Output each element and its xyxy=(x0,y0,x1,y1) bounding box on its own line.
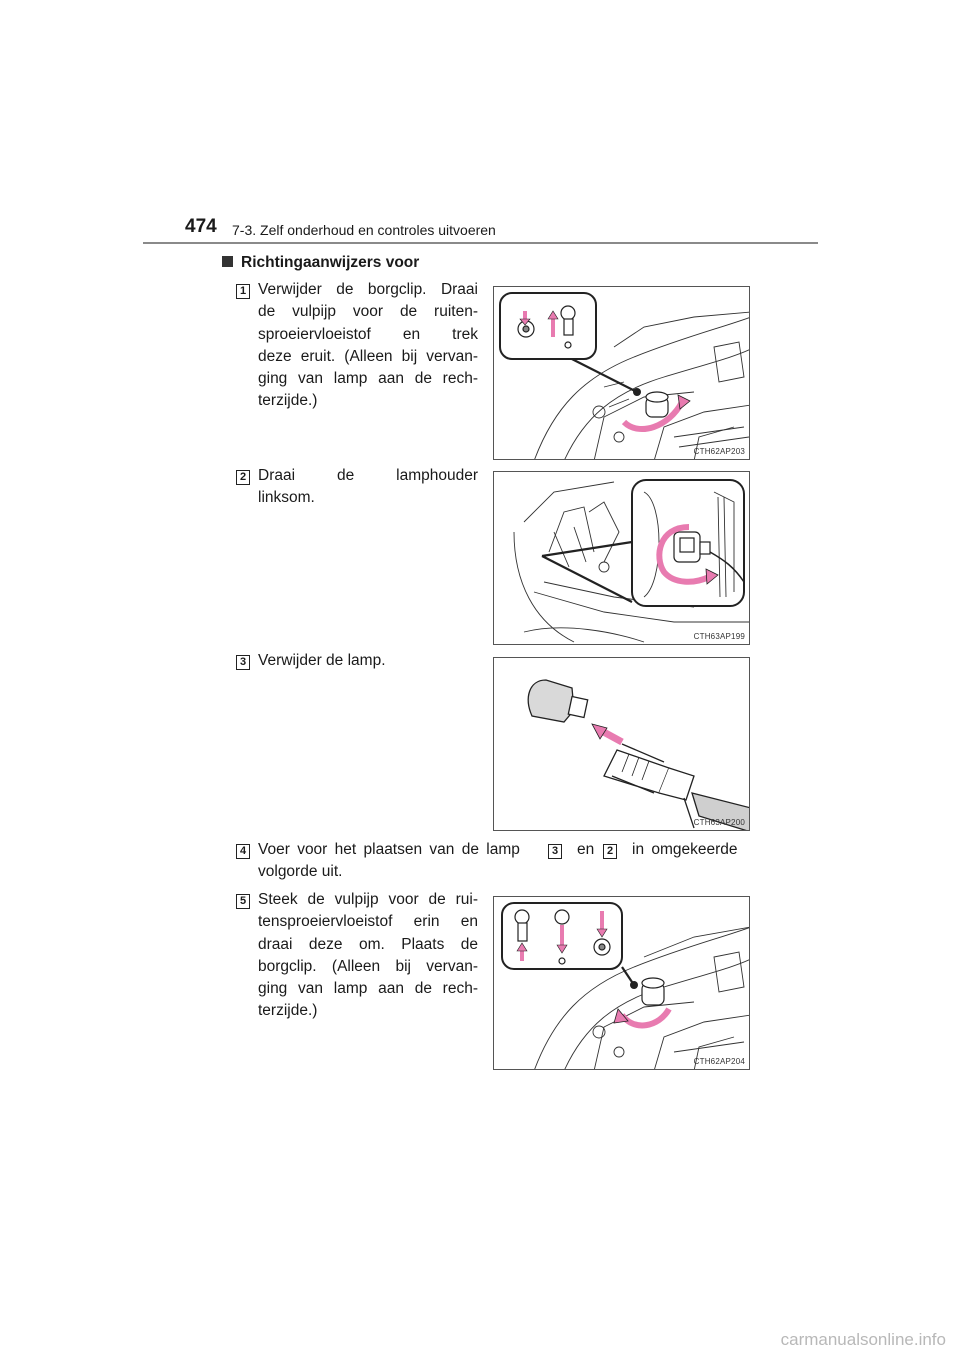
step-4-text-part: in omgekeerde xyxy=(632,841,738,858)
step-1-text xyxy=(258,279,478,413)
install-clip-illustration xyxy=(494,897,750,1070)
step-4-text-part: Voer voor het plaatsen van de lamp xyxy=(258,841,520,858)
step-2-line: Draai de lamphouder xyxy=(258,467,478,484)
square-bullet-icon xyxy=(222,256,233,267)
step-5-line: tensproeiervloeistof erin en xyxy=(258,913,478,931)
step-number-3: 3 xyxy=(236,655,250,670)
step-1-line: ging van lamp aan de rech- xyxy=(258,370,478,388)
section-heading xyxy=(222,254,419,272)
figure-step-3 xyxy=(493,657,750,831)
remove-bulb-illustration xyxy=(494,658,750,831)
step-5-text xyxy=(258,889,478,1023)
figure-step-2 xyxy=(493,471,750,645)
step-1-line: Verwijder de borgclip. Draai xyxy=(258,281,478,298)
step-number-1: 1 xyxy=(236,284,250,299)
figure-code: CTH63AP200 xyxy=(693,818,745,827)
header-divider xyxy=(143,242,818,244)
step-number-5: 5 xyxy=(236,894,250,909)
figure-step-1 xyxy=(493,286,750,460)
step-4-text xyxy=(258,839,748,883)
figure-step-5 xyxy=(493,896,750,1070)
page-number: 474 xyxy=(185,216,217,237)
step-4-text-part: en xyxy=(577,841,595,858)
figure-code: CTH63AP199 xyxy=(693,632,745,641)
engine-bay-clip-illustration xyxy=(494,287,750,460)
step-number-4: 4 xyxy=(236,844,250,859)
watermark: carmanualsonline.info xyxy=(780,1330,946,1349)
step-1-line: terzijde.) xyxy=(258,392,318,410)
step-2-text xyxy=(258,465,478,510)
step-4-line: volgorde uit. xyxy=(258,863,343,880)
step-5-line: draai deze om. Plaats de xyxy=(258,935,478,953)
inline-step-number: 2 xyxy=(603,844,617,859)
figure-code: CTH62AP204 xyxy=(693,1057,745,1066)
inline-step-number: 3 xyxy=(548,844,562,859)
step-2-line: linksom. xyxy=(258,489,315,507)
step-5-line: borgclip. (Alleen bij vervan- xyxy=(258,957,478,975)
section-title: 7-3. Zelf onderhoud en controles uitvoeren xyxy=(232,222,496,238)
heading-text: Richtingaanwijzers voor xyxy=(241,254,420,271)
step-3-line: Verwijder de lamp. xyxy=(258,652,386,669)
step-1-line: de vulpijp voor de ruiten- xyxy=(258,303,478,321)
step-5-line: terzijde.) xyxy=(258,1002,318,1020)
step-1-line: sproeiervloeistof en trek xyxy=(258,325,478,343)
step-5-line: ging van lamp aan de rech- xyxy=(258,980,478,998)
step-1-line: deze eruit. (Alleen bij vervan- xyxy=(258,347,478,365)
figure-code: CTH62AP203 xyxy=(693,447,745,456)
step-number-2: 2 xyxy=(236,470,250,485)
step-4-line xyxy=(258,839,748,861)
step-3-text xyxy=(258,650,478,672)
lamp-holder-illustration xyxy=(494,472,750,645)
step-5-line: Steek de vulpijp voor de rui- xyxy=(258,891,478,908)
